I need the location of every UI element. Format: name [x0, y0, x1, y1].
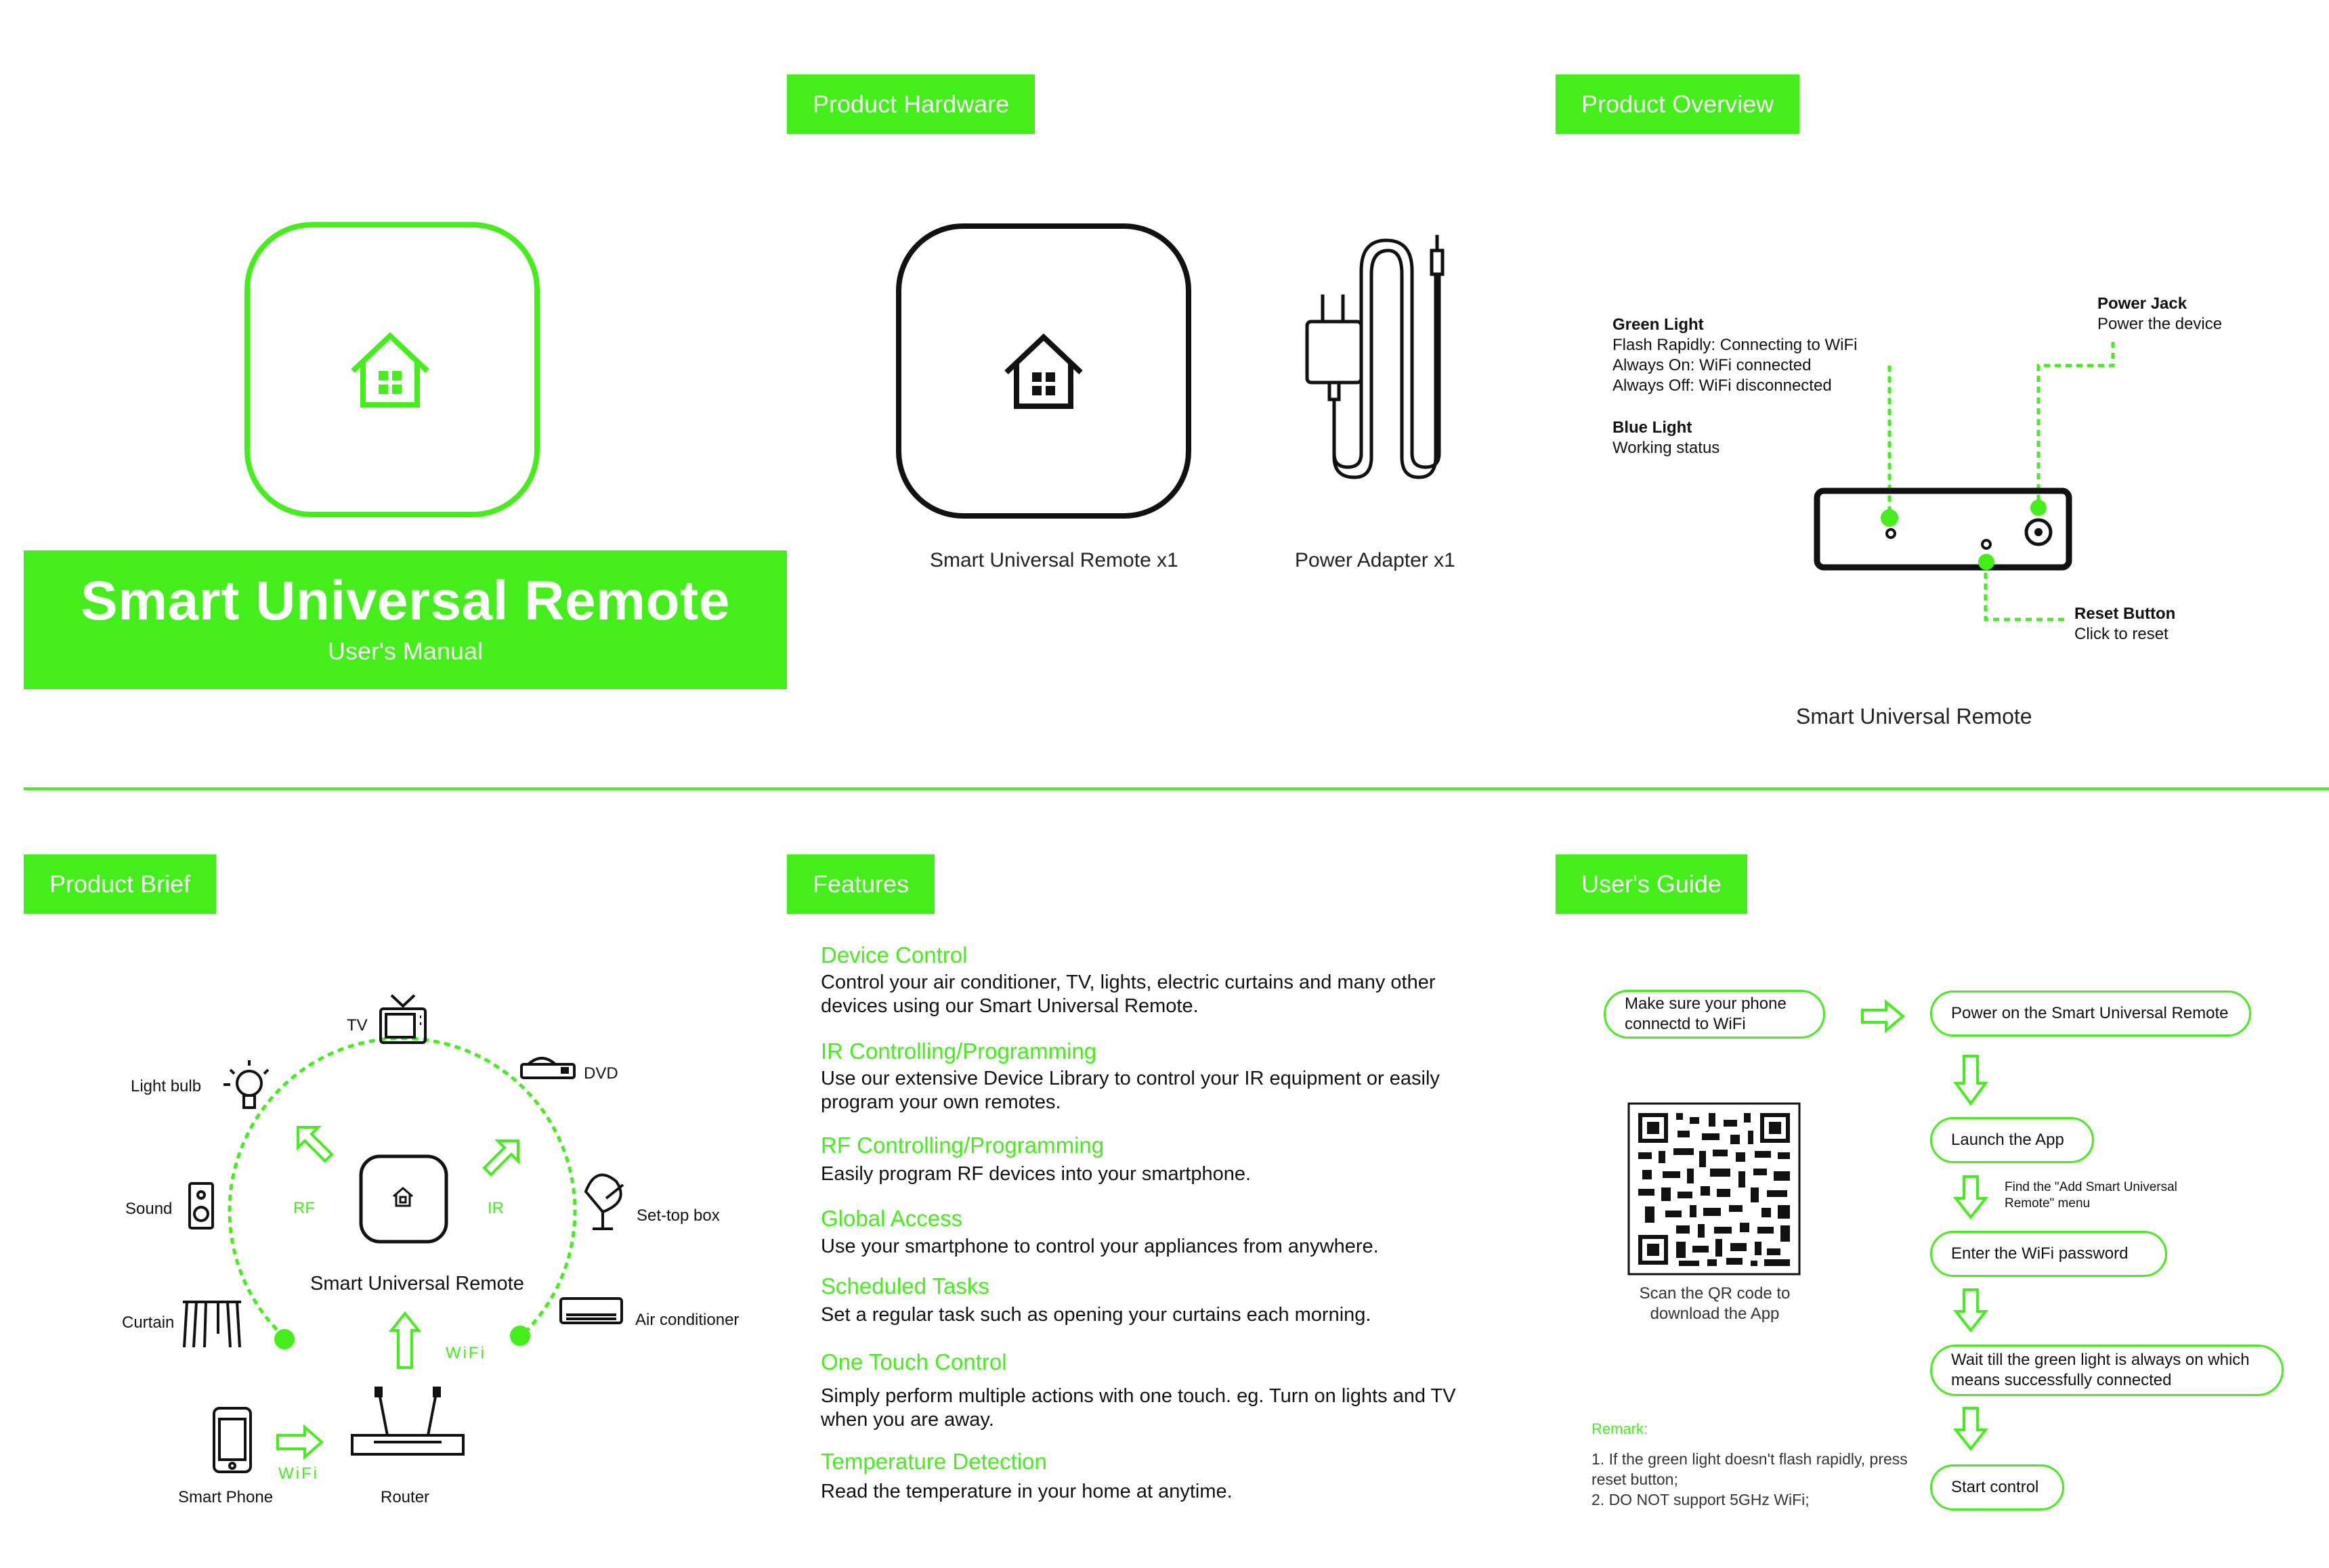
feature-text: Read the temperature in your home at anytime.	[821, 1481, 1233, 1502]
feature-title: Device Control	[821, 942, 968, 967]
power-jack-title: Power Jack	[2097, 295, 2187, 313]
guide-step-password-text: Enter the WiFi password	[1951, 1244, 2129, 1263]
feature-text: Use our extensive Device Library to control your IR equipment or easily program your own remotes.	[821, 1068, 1440, 1113]
remark-list	[1591, 1449, 1910, 1510]
feature-text: Control your air conditioner, TV, lights, electric curtains and many other devices using our Smart Universal Remote.	[821, 972, 1436, 1017]
arrow-down-icon	[1956, 1408, 1986, 1449]
guide-step-wait-text: Wait till the green light is always on which means successfully connected	[1951, 1351, 2250, 1389]
hardware-adapter-label: Power Adapter x1	[1295, 549, 1455, 571]
brief-wifi-phone-label: WiFi	[278, 1464, 319, 1483]
feature-text: Simply perform multiple actions with one touch. eg. Turn on lights and TV when you are away.	[821, 1385, 1456, 1431]
remote-device-icon	[896, 223, 1194, 521]
qr-caption: Scan the QR code to download the App	[1639, 1284, 1791, 1323]
tag-product-brief: Product Brief	[24, 854, 216, 914]
sound-icon	[190, 1183, 213, 1228]
cover-subtitle: User's Manual	[328, 637, 483, 665]
house-icon	[353, 336, 427, 405]
remark-item: 1. If the green light doesn't flash rapidly, press reset button;	[1591, 1450, 1908, 1488]
brief-wifi-router-label: WiFi	[446, 1344, 486, 1362]
tag-product-hardware: Product Hardware	[787, 74, 1035, 134]
brief-sound-label: Sound	[125, 1200, 173, 1218]
feature-title: Scheduled Tasks	[821, 1273, 989, 1299]
dvd-icon	[521, 1058, 574, 1078]
brief-ir-label: IR	[488, 1199, 504, 1217]
device-side-view-diagram	[1815, 339, 2099, 636]
green-light-line: Always On: WiFi connected	[1612, 356, 1812, 374]
brief-router-label: Router	[381, 1488, 430, 1506]
feature-title: Temperature Detection	[821, 1449, 1047, 1474]
tv-icon	[381, 995, 425, 1043]
overview-caption: Smart Universal Remote	[1796, 704, 2032, 728]
arrow-down-icon	[1956, 1177, 1986, 1217]
brief-dvd-label: DVD	[584, 1064, 618, 1083]
air-conditioner-icon	[561, 1299, 622, 1323]
brief-center-label: Smart Universal Remote	[310, 1273, 524, 1294]
guide-step-power-text: Power on the Smart Universal Remote	[1951, 1004, 2229, 1022]
feature-title: Global Access	[821, 1206, 963, 1231]
cover-title: Smart Universal Remote	[81, 570, 730, 632]
feature-text: Easily program RF devices into your smartphone.	[821, 1163, 1252, 1185]
guide-step-launch-text: Launch the App	[1951, 1131, 2064, 1149]
brief-rf-label: RF	[293, 1199, 315, 1217]
remark-item: 2. DO NOT support 5GHz WiFi;	[1591, 1491, 1810, 1508]
feature-text: Set a regular task such as opening your curtains each morning.	[821, 1304, 1371, 1326]
green-light-line: Flash Rapidly: Connecting to WiFi	[1612, 336, 1858, 354]
blue-light-info	[1612, 418, 1719, 458]
set-top-box-icon	[586, 1175, 623, 1229]
arrow-right-icon	[1862, 1002, 1903, 1030]
guide-step-phone-text: Make sure your phone connectd to WiFi	[1625, 995, 1787, 1033]
remark-title: Remark:	[1591, 1420, 1648, 1437]
brief-tv-label: TV	[347, 1016, 368, 1035]
power-jack-line: Power the device	[2097, 315, 2223, 333]
tag-product-overview: Product Overview	[1556, 74, 1799, 134]
guide-flow-arrows	[1856, 999, 1998, 1473]
brief-air-conditioner-label: Air conditioner	[635, 1311, 740, 1329]
router-icon	[352, 1388, 463, 1454]
tag-users-guide: User's Guide	[1556, 854, 1747, 914]
product-brief-diagram	[0, 968, 786, 1510]
feature-text: Use your smartphone to control your appliances from anywhere.	[821, 1236, 1379, 1257]
power-adapter-icon	[1304, 234, 1453, 484]
guide-step-start-text: Start control	[1951, 1478, 2039, 1496]
brief-set-top-box-label: Set-top box	[637, 1206, 720, 1225]
green-light-line: Always Off: WiFi disconnected	[1612, 376, 1832, 395]
power-jack-info	[2097, 294, 2222, 334]
feature-title: IR Controlling/Programming	[821, 1039, 1097, 1064]
hardware-remote-label: Smart Universal Remote x1	[930, 549, 1178, 571]
smart-phone-icon	[214, 1408, 251, 1472]
arrow-down-icon	[1956, 1056, 1986, 1104]
curtain-icon	[183, 1302, 241, 1347]
tag-features: Features	[787, 854, 935, 914]
reset-button-line: Click to reset	[2074, 625, 2168, 643]
brief-curtain-label: Curtain	[122, 1313, 175, 1332]
feature-title: One Touch Control	[821, 1349, 1007, 1374]
green-light-title: Green Light	[1612, 315, 1704, 334]
brief-smart-phone-label: Smart Phone	[178, 1488, 274, 1506]
guide-step-phone-wifi	[1604, 990, 1825, 1039]
reset-button-title: Reset Button	[2074, 605, 2176, 623]
blue-light-title: Blue Light	[1612, 418, 1692, 437]
guide-note-find-menu: Find the "Add Smart Universal Remote" menu	[2005, 1180, 2177, 1211]
light-bulb-icon	[223, 1060, 268, 1108]
brief-light-bulb-label: Light bulb	[131, 1077, 202, 1095]
cover-device-illustration	[244, 222, 542, 520]
arrow-down-icon	[1956, 1290, 1986, 1330]
cover-title-band	[24, 550, 787, 689]
feature-title: RF Controlling/Programming	[821, 1133, 1105, 1158]
section-divider	[24, 787, 2329, 790]
blue-light-line: Working status	[1612, 439, 1720, 457]
qr-code-icon	[1629, 1104, 1799, 1274]
